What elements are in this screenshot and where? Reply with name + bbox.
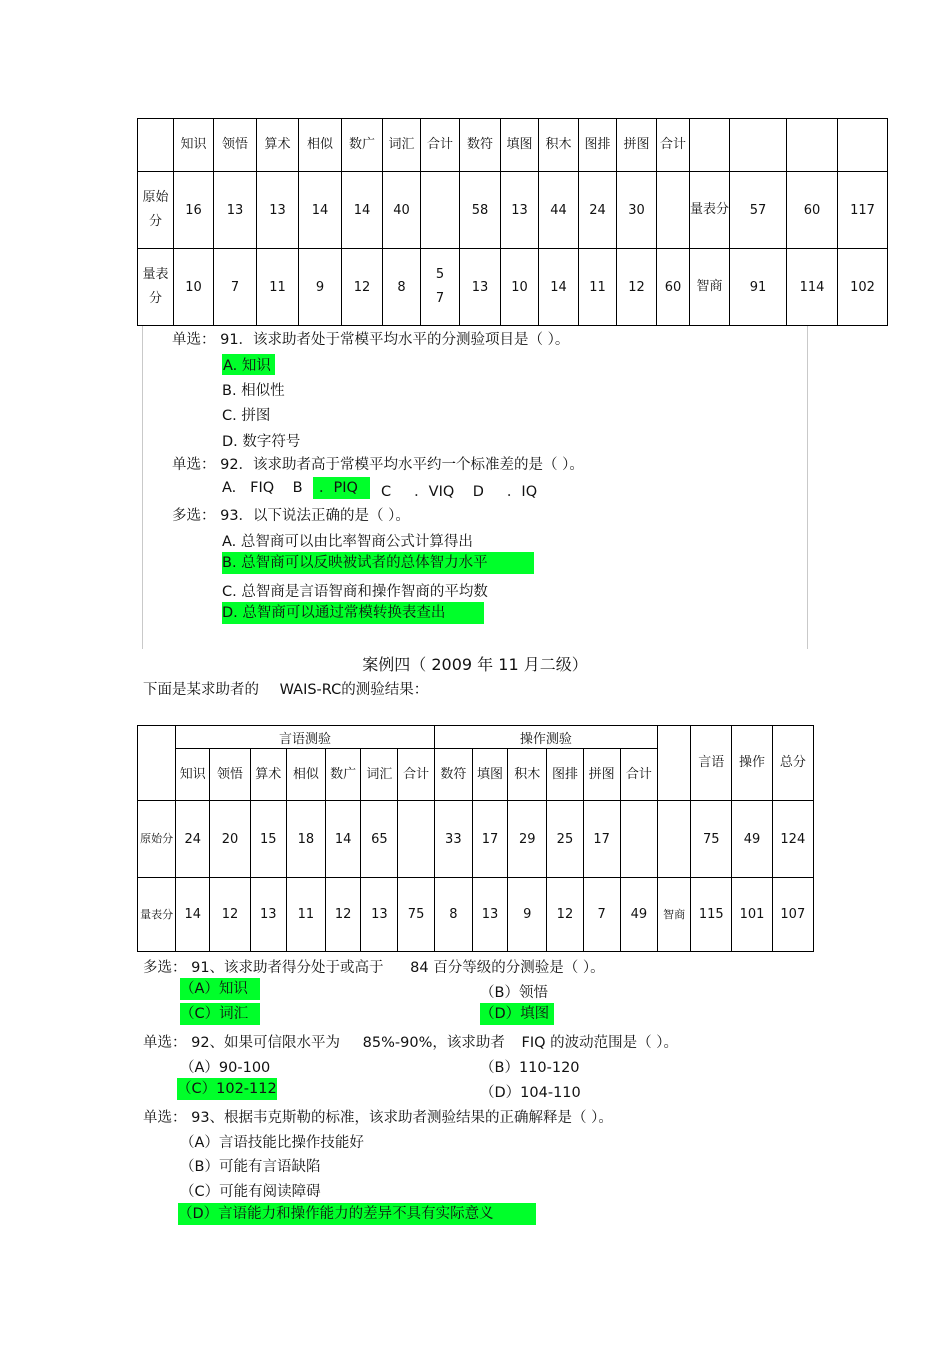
table-cell: [658, 801, 691, 878]
question-text-cont: 85%-90%，该求助者: [362, 1035, 505, 1051]
table-cell: 9: [299, 249, 342, 326]
question-type: 多选：: [143, 960, 187, 976]
table-cell: 13: [460, 249, 501, 326]
case3-q93-option-b[interactable]: B. 总智商可以反映被试者的总体智力水平: [222, 552, 534, 574]
table-cell: 58: [460, 172, 501, 249]
table-cell: 14: [539, 249, 579, 326]
header-label: 算术: [264, 137, 291, 152]
question-text: 92．该求助者高于常模平均水平约一个标准差的是（ ）。: [220, 457, 584, 473]
table-cell: 24: [176, 801, 210, 878]
case3-q91-option-c[interactable]: C. 拼图: [222, 408, 271, 424]
group-header-performance: 操作测验: [434, 726, 657, 749]
table-cell: 24: [579, 172, 617, 249]
question-type: 单选：: [172, 457, 216, 473]
header-label: 数广: [330, 766, 357, 782]
iq-label: 智商: [663, 907, 686, 921]
case4-group-row: [138, 726, 814, 749]
table-cell: 16: [174, 172, 214, 249]
table-cell: 91: [730, 249, 787, 326]
case3-q91-option-b[interactable]: B. 相似性: [222, 383, 285, 399]
case4-q91: [143, 956, 605, 977]
header-label: 填图: [506, 137, 533, 152]
case4-q93-option-b[interactable]: （B）可能有言语缺陷: [180, 1159, 321, 1175]
case3-q93-option-a[interactable]: A. 总智商可以由比率智商公式计算得出: [222, 534, 473, 550]
case3-q93: [172, 504, 410, 525]
table-cell: 12: [617, 249, 657, 326]
header-cell: [620, 749, 657, 801]
table-cell: 20: [210, 801, 250, 878]
case3-q92-option-a-b[interactable]: A. FIQ B: [222, 480, 303, 496]
case4-score-table: [137, 725, 814, 952]
header-label: 积木: [545, 137, 572, 152]
table-cell: 12: [326, 878, 361, 952]
case4-q91-option-a[interactable]: （A）知识: [180, 978, 260, 1000]
table-cell: 15: [250, 801, 286, 878]
table-cell: [658, 878, 691, 952]
case3-score-table: [137, 118, 888, 326]
table-cell: 13: [501, 172, 539, 249]
table-cell: 102: [838, 249, 888, 326]
table-cell: [421, 172, 460, 249]
header-cell: [176, 749, 210, 801]
case3-q93-option-d[interactable]: D. 总智商可以通过常模转换表查出: [222, 602, 484, 624]
raw-label: 原始分: [142, 190, 169, 229]
row-label: [138, 801, 176, 878]
table-cell: 12: [547, 878, 583, 952]
table-cell: 33: [434, 801, 472, 878]
header-label: 合计: [625, 766, 652, 782]
header-label: 合计: [659, 137, 686, 152]
question-text-end: FIQ 的波动范围是（ ）。: [521, 1035, 678, 1051]
row-label: [138, 172, 174, 249]
table-cell: [421, 249, 460, 326]
header-cell: [501, 119, 539, 172]
header-cell: [299, 119, 342, 172]
header-cell: [214, 119, 257, 172]
case4-q92: [143, 1031, 678, 1052]
table-cell: 12: [342, 249, 383, 326]
case4-q92-option-a[interactable]: （A）90-100: [180, 1060, 271, 1076]
header-label: 知识: [179, 766, 206, 782]
header-label: 相似: [306, 137, 333, 152]
header-label: 数广: [348, 137, 375, 152]
case3-q91: [172, 328, 569, 349]
case4-q92-option-b[interactable]: （B）110-120: [480, 1060, 580, 1076]
summary-label: 量表分: [690, 202, 730, 217]
question-type: 单选：: [143, 1035, 187, 1051]
case4-q93: [143, 1106, 613, 1127]
case4-title: 案例四（ 2009 年 11 月二级）: [362, 655, 588, 674]
case3-q92-option-c-d[interactable]: C ．VIQ D ．IQ: [381, 484, 538, 500]
case3-q92-option-pi[interactable]: ．PIQ: [313, 477, 370, 499]
header-cell: [508, 749, 547, 801]
table-cell: 18: [286, 801, 325, 878]
header-label: 图排: [551, 766, 578, 782]
header-cell: [732, 726, 772, 801]
case4-q91-option-d[interactable]: （D）填图: [480, 1003, 554, 1025]
table-cell: 14: [299, 172, 342, 249]
header-cell: [657, 119, 690, 172]
case4-q93-option-d[interactable]: （D）言语能力和操作能力的差异不具有实际意义: [178, 1203, 536, 1225]
case4-q91-option-b[interactable]: （B）领悟: [480, 985, 548, 1001]
header-label: 相似: [292, 766, 319, 782]
header-cell: [326, 749, 361, 801]
table-cell: 14: [176, 878, 210, 952]
table-cell: 60: [657, 249, 690, 326]
row-label: [138, 249, 174, 326]
question-type: 多选：: [172, 508, 216, 524]
table-cell: 9: [508, 878, 547, 952]
header-cell: [691, 726, 732, 801]
table-cell: 14: [326, 801, 361, 878]
table-cell: 13: [361, 878, 398, 952]
table-cell: 30: [617, 172, 657, 249]
table-cell: 49: [620, 878, 657, 952]
header-cell: [472, 749, 507, 801]
table-cell: 40: [383, 172, 421, 249]
header-label: 数符: [466, 137, 493, 152]
summary-header: 操作: [739, 755, 766, 770]
question-text: 93．以下说法正确的是（ ）。: [220, 508, 410, 524]
header-label: 词汇: [366, 766, 393, 782]
header-cell: [658, 726, 691, 801]
header-label: 算术: [255, 766, 282, 782]
table-cell: 57: [730, 172, 787, 249]
table-cell: 115: [691, 878, 732, 952]
case4-q92-option-c[interactable]: （C）102-112: [177, 1078, 277, 1100]
table-cell: 11: [286, 878, 325, 952]
header-cell: [583, 749, 620, 801]
table-cell: 25: [547, 801, 583, 878]
header-cell: [539, 119, 579, 172]
table-cell: 13: [472, 878, 507, 952]
header-cell: [174, 119, 214, 172]
table-cell: 124: [772, 801, 813, 878]
table-cell: 12: [210, 878, 250, 952]
question-text: 92、如果可信限水平为: [191, 1035, 341, 1051]
header-cell: [210, 749, 250, 801]
corner-cell: [138, 119, 174, 172]
header-cell: [730, 119, 787, 172]
table-cell: [690, 249, 730, 326]
table-cell: 17: [583, 801, 620, 878]
intro-test-name: WAIS-RC的测验结果：: [279, 682, 429, 698]
table-cell: 13: [214, 172, 257, 249]
header-cell: [547, 749, 583, 801]
header-label: 拼图: [623, 137, 650, 152]
header-label: 知识: [180, 137, 207, 152]
corner-cell: [138, 726, 176, 801]
table-cell: 17: [472, 801, 507, 878]
table-cell: [657, 172, 690, 249]
table-cell: [620, 801, 657, 878]
case4-q92-option-d[interactable]: （D）104-110: [480, 1085, 581, 1101]
question-text: 91、该求助者得分处于或高于: [191, 960, 384, 976]
table-cell: 8: [434, 878, 472, 952]
frame-line-left: [142, 325, 143, 649]
header-cell: [460, 119, 501, 172]
header-cell: [383, 119, 421, 172]
header-label: 积木: [514, 766, 541, 782]
case4-intro: [143, 678, 428, 699]
case4-q93-option-a[interactable]: （A）言语技能比操作技能好: [180, 1135, 364, 1151]
table-cell: 49: [732, 801, 772, 878]
case3-header-row: [138, 119, 888, 172]
summary-header: 言语: [698, 755, 725, 770]
header-label: 领悟: [217, 766, 244, 782]
header-label: 领悟: [221, 137, 248, 152]
case4-q91-option-c[interactable]: （C）词汇: [180, 1003, 260, 1025]
table-cell: 7: [583, 878, 620, 952]
scaled-label: 量表分: [142, 267, 169, 306]
table-cell: 13: [250, 878, 286, 952]
table-cell: 65: [361, 801, 398, 878]
iq-label: 智商: [696, 279, 723, 294]
table-cell: 117: [838, 172, 888, 249]
scaled-label: 量表分: [140, 907, 174, 921]
header-cell: [838, 119, 888, 172]
table-cell: 7: [214, 249, 257, 326]
question-type: 单选：: [172, 332, 216, 348]
table-cell: 13: [257, 172, 299, 249]
header-cell: [787, 119, 838, 172]
case4-scaled-row: [138, 878, 814, 952]
header-cell: [772, 726, 813, 801]
question-text: 93、根据韦克斯勒的标准，该求助者测验结果的正确解释是（ ）。: [191, 1110, 613, 1126]
question-text: 91．该求助者处于常模平均水平的分测验项目是（ ）。: [220, 332, 570, 348]
header-cell: [286, 749, 325, 801]
table-cell: 101: [732, 878, 772, 952]
table-cell: [690, 172, 730, 249]
table-cell: 75: [398, 878, 434, 952]
header-label: 填图: [477, 766, 504, 782]
table-cell: 107: [772, 878, 813, 952]
header-cell: [361, 749, 398, 801]
case3-scaled-row: [138, 249, 888, 326]
table-cell: 44: [539, 172, 579, 249]
header-label: 拼图: [588, 766, 615, 782]
case3-q91-option-a[interactable]: A. 知识: [222, 354, 275, 375]
header-label: 词汇: [388, 137, 415, 152]
case4-raw-row: [138, 801, 814, 878]
table-cell: 10: [501, 249, 539, 326]
raw-label: 原始分: [140, 832, 174, 845]
header-cell: [250, 749, 286, 801]
header-label: 合计: [426, 137, 453, 152]
split-number: 57: [435, 267, 445, 306]
case3-q92: [172, 453, 584, 474]
header-cell: [579, 119, 617, 172]
table-cell: 14: [342, 172, 383, 249]
table-cell: 114: [787, 249, 838, 326]
intro-text: 下面是某求助者的: [143, 682, 259, 698]
header-cell: [421, 119, 460, 172]
table-cell: 29: [508, 801, 547, 878]
header-cell: [398, 749, 434, 801]
case3-q91-option-d[interactable]: D. 数字符号: [222, 434, 301, 450]
header-label: 数符: [440, 766, 467, 782]
header-cell: [257, 119, 299, 172]
header-cell: [690, 119, 730, 172]
frame-line-right: [807, 325, 808, 649]
table-cell: 60: [787, 172, 838, 249]
table-cell: 10: [174, 249, 214, 326]
header-cell: [434, 749, 472, 801]
header-cell: [342, 119, 383, 172]
case4-q93-option-c[interactable]: （C）可能有阅读障碍: [180, 1184, 321, 1200]
table-cell: 75: [691, 801, 732, 878]
summary-header: 总分: [779, 755, 806, 770]
row-label: [138, 878, 176, 952]
table-cell: 11: [257, 249, 299, 326]
header-label: 图排: [584, 137, 611, 152]
table-cell: 8: [383, 249, 421, 326]
table-cell: [398, 801, 434, 878]
header-label: 合计: [403, 766, 430, 782]
group-header-verbal: 言语测验: [176, 726, 435, 749]
header-cell: [617, 119, 657, 172]
question-type: 单选：: [143, 1110, 187, 1126]
case3-raw-row: [138, 172, 888, 249]
table-cell: 11: [579, 249, 617, 326]
case3-q93-option-c[interactable]: C. 总智商是言语智商和操作智商的平均数: [222, 584, 488, 600]
question-text-cont: 84 百分等级的分测验是（ ）。: [410, 960, 605, 976]
